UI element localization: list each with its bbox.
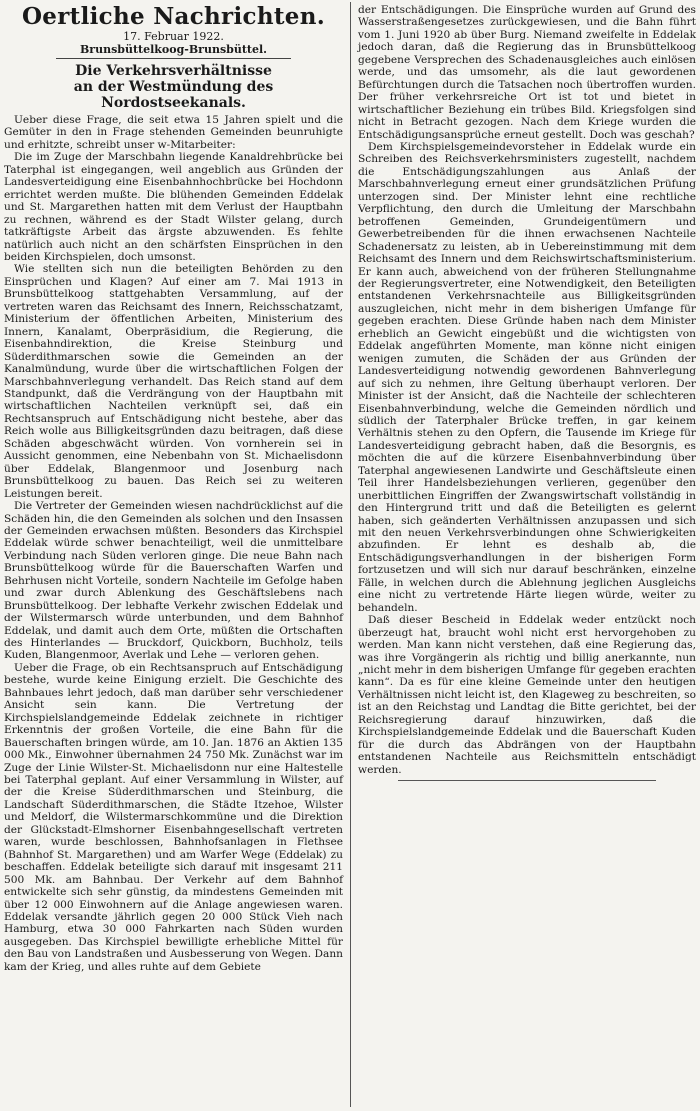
article-paragraph: Ueber diese Frage, die seit etwa 15 Jahren spielt und die Gemüter in den in Frage stehenden Gemeinden beunruhigte und erhitzte, schreibt unser w-Mitarbeiter: xyxy=(4,114,343,151)
article-paragraph: Wie stellten sich nun die beteiligten Behörden zu den Einsprüchen und Klagen? Auf einer am 7. Mai 1913 in Brunsbüttelkoog stattgehabten Versammlung, auf der vertreten waren das Reichsamt des Innern, Reichsschatzamt, Ministerium der öffentlichen Arbeiten, Ministerium des Innern, Kanalamt, Oberpräsidium, die Regierung, die Eisenbahndirektion, die Kreise Steinburg und Süderdithmarschen sowie die Gemeinden an der Kanalmündung, wurde über die wirtschaftlichen Folgen der Marschbahnverlegung verhandelt. Das Reich stand auf dem Standpunkt, daß die Verdrängung von der Hauptbahn mit wirtschaftlichen Nachteilen verknüpft sei, daß ein Rechtsanspruch auf Entschädigung nicht bestehe, aber das Reich wolle aus Billigkeitsgründen dazu beitragen, daß diese Schäden abgeschwächt würden. Von vornherein sei in Aussicht genommen, eine Nebenbahn von St. Michaelisdonn über Eddelak, Blangenmoor und Josenburg nach Brunsbüttelkoog zu bauen. Das Reich sei zu weiteren Leistungen bereit. xyxy=(4,263,343,500)
dateline-place: Brunsbüttelkoog-Brunsbüttel. xyxy=(80,43,267,56)
section-divider xyxy=(56,58,291,59)
article-paragraph: Dem Kirchspielsgemeindevorsteher in Eddelak wurde ein Schreiben des Reichsverkehrsministers zugestellt, nachdem die Entschädigungszahlungen aus Anlaß der Marschbahnverlegung erneut einer grundsätzlichen Prüfung unterzogen sind. Der Minister lehnt eine rechtliche Verpflichtung, den durch die Umleitung der Marschbahn betroffenen Gemeinden, Grundeigentümern und Gewerbetreibenden für die ihnen erwachsenen Nachteile Schadenersatz zu leisten, ab in Uebereinstimmung mit dem Reichsamt des Innern und dem Reichswirtschaftsministerium. Er kann auch, abweichend von der früheren Stellungnahme der Regierungsvertreter, eine Notwendigkeit, den Beteiligten entstandenen Verkehrsnachteile aus Billigkeitsgründen auszugleichen, nicht mehr in dem bisherigen Umfange für gegeben erachten. Diese Gründe haben nach dem Minister erheblich an Gewicht eingebüßt und die wichtigsten von Eddelak angeführten Momente, man könne nicht einigen wenigen zumuten, die Schäden der aus Gründen der Landesverteidigung notwendig gewordenen Bahnverlegung auf sich zu nehmen, ihre Geltung überhaupt verloren. Der Minister ist der Ansicht, daß die Nachteile der schlechteren Eisenbahnverbindung, welche die Gemeinden nördlich und südlich der Taterphaler Brücke treffen, in gar keinem Verhältnis stehen zu den Opfern, die Tausende im Kriege für Landesverteidigung gebracht haben, daß die Besorgnis, es möchten die auf die kürzere Eisenbahnverbindung über Taterphal angewiesenen Landwirte und Geschäftsleute einen Teil ihrer Handelsbeziehungen verlieren, gegenüber den unerbittlichen Eingriffen der Zwangswirtschaft vollständig in den Hintergrund tritt und daß die Beteiligten es gelernt haben, sich geänderten Verhältnissen anzupassen und sich mit den neuen Verkehrsverbindungen ohne Schwierigkeiten abzufinden. Er lehnt es deshalb ab, die Entschädigungsverhandlungen in der bisherigen Form fortzusetzen und will sich nur darauf beschränken, einzelne Fälle, in welchen durch die Ablehnung jeglichen Ausgleichs eine nicht zu vertretende Härte liegen würde, weiter zu behandeln. xyxy=(358,140,696,614)
article-paragraph: der Entschädigungen. Die Einsprüche wurden auf Grund des Wasserstraßengesetzes zurückgewiesen, und die Bahn führt vom 1. Juni 1920 ab über Burg. Niemand zweifelte in Eddelak jedoch daran, daß die Regierung das in Brunsbüttelkoog gegebene Versprechen des Schadenausgleiches auch einlösen werde, und das umsomehr, als die laut gewordenen Befürchtungen durch die Tatsachen noch übertroffen wurden. Der früher verkehrsreiche Ort ist tot und bietet in wirtschaftlicher Beziehung ein trübes Bild. Kriegsfolgen sind nicht in Betracht gezogen. Nach dem Kriege wurden die Entschädigungsansprüche erneut gestellt. Doch was geschah? xyxy=(358,4,696,141)
issue-date: 17. Februar 1922. xyxy=(123,30,224,43)
article-headline xyxy=(4,63,343,111)
headline-line-1: Die Verkehrsverhältnisse xyxy=(75,63,272,79)
headline-line-2: an der Westmündung des Nordostseekanals. xyxy=(73,79,274,111)
article-paragraph: Ueber die Frage, ob ein Rechtsanspruch auf Entschädigung bestehe, wurde keine Einigung erzielt. Die Geschichte des Bahnbaues lehrt jedoch, daß man darüber sehr verschiedener Ansicht sein kann. Die Vertretung der Kirchspielslandgemeinde Eddelak zeichnete in richtiger Erkenntnis der großen Vorteile, die eine Bahn für die Bauerschaften bringen würde, am 10. Jan. 1876 an Aktien 135 000 Mk., Einwohner übernahmen 24 750 Mk. Zunächst war im Zuge der Linie Wilster-St. Michaelisdonn nur eine Haltestelle bei Taterphal geplant. Auf einer Versammlung in Wilster, auf der die Kreise Süderdithmarschen und Steinburg, die Landschaft Süderdithmarschen, die Städte Itzehoe, Wilster und Meldorf, die Wilstermarschkommüne und die Direktion der Glückstadt-Elmshorner Eisenbahngesellschaft vertreten waren, wurde beschlossen, Bahnhofsanlagen in Flethsee (Bahnhof St. Margarethen) und am Warfer Wege (Eddelak) zu beschaffen. Eddelak beteiligte sich darauf mit insgesamt 211 500 Mk. am Bahnbau. Der Verkehr auf dem Bahnhof entwickelte sich sehr günstig, da mindestens Gemeinden mit über 12 000 Einwohnern auf die Anlage angewiesen waren. Eddelak versandte jährlich gegen 20 000 Stück Vieh nach Hamburg, etwa 30 000 Fahrkarten nach Süden wurden ausgegeben. Das Kirchspiel bewilligte erhebliche Mittel für den Bau von Landstraßen und Ausbesserung von Wegen. Dann kam der Krieg, und alles ruhte auf dem Gebiete xyxy=(4,661,343,973)
left-column xyxy=(4,4,343,1106)
article-paragraph: Daß dieser Bescheid in Eddelak weder entzückt noch überzeugt hat, braucht wohl nicht erst hervorgehoben zu werden. Man kann nicht verstehen, daß eine Regierung das, was ihre Vorgängerin als richtig und billig anerkannte, nun „nicht mehr in dem bisherigen Umfange für gegeben erachten kann“. Da es für eine kleine Gemeinde unter den heutigen Verhältnissen nicht leicht ist, den Klageweg zu beschreiten, so ist an den Reichstag und Landtag die Bitte gerichtet, bei der Reichsregierung darauf hinzuwirken, daß die Kirchspielslandgemeinde Eddelak und die Bauerschaft Kuden für die durch das Abdrängen von der Hauptbahn entstandenen Nachteile aus Reichsmitteln entschädigt werden. xyxy=(358,614,696,776)
article-end-rule xyxy=(398,780,656,781)
article-paragraph: Die Vertreter der Gemeinden wiesen nachdrücklichst auf die Schäden hin, die den Gemeinden als solchen und den Insassen der Gemeinden erwachsen müßten. Besonders das Kirchspiel Eddelak würde schwer benachteiligt, weil die unmittelbare Verbindung nach Süden verloren ginge. Die neue Bahn nach Brunsbüttelkoog würde für die Bauerschaften Warfen und Behrhusen nicht Vorteile, sondern Nachteile im Gefolge haben und zwar durch Ablenkung des Geschäftslebens nach Brunsbüttelkoog. Der lebhafte Verkehr zwischen Eddelak und der Wilstermarsch würde unterbunden, und dem Bahnhof Eddelak, und damit auch dem Orte, müßten die Ortschaften des Hinterlandes — Bruckdorf, Quickborn, Buchholz, teils Kuden, Blangenmoor, Averlak und Lehe — verloren gehen. xyxy=(4,500,343,662)
section-masthead: Oertliche Nachrichten. xyxy=(21,3,326,30)
article-paragraph: Die im Zuge der Marschbahn liegende Kanaldrehbrücke bei Taterphal ist eingegangen, weil angeblich aus Gründen der Landesverteidigung eine Eisenbahnhochbrücke bei Hochdonn errichtet werden mußte. Die blühenden Gemeinden Eddelak und St. Margarethen hatten mit dem Verlust der Hauptbahn zu rechnen, während es der Stadt Wilster gelang, durch tatkräftigste Arbeit das ärgste abzuwenden. Es fehlte natürlich auch nicht an den schärfsten Einsprüchen in den beiden Kirchspielen, doch umsonst. xyxy=(4,151,343,263)
column-rule xyxy=(350,2,351,1107)
right-column xyxy=(358,4,696,776)
